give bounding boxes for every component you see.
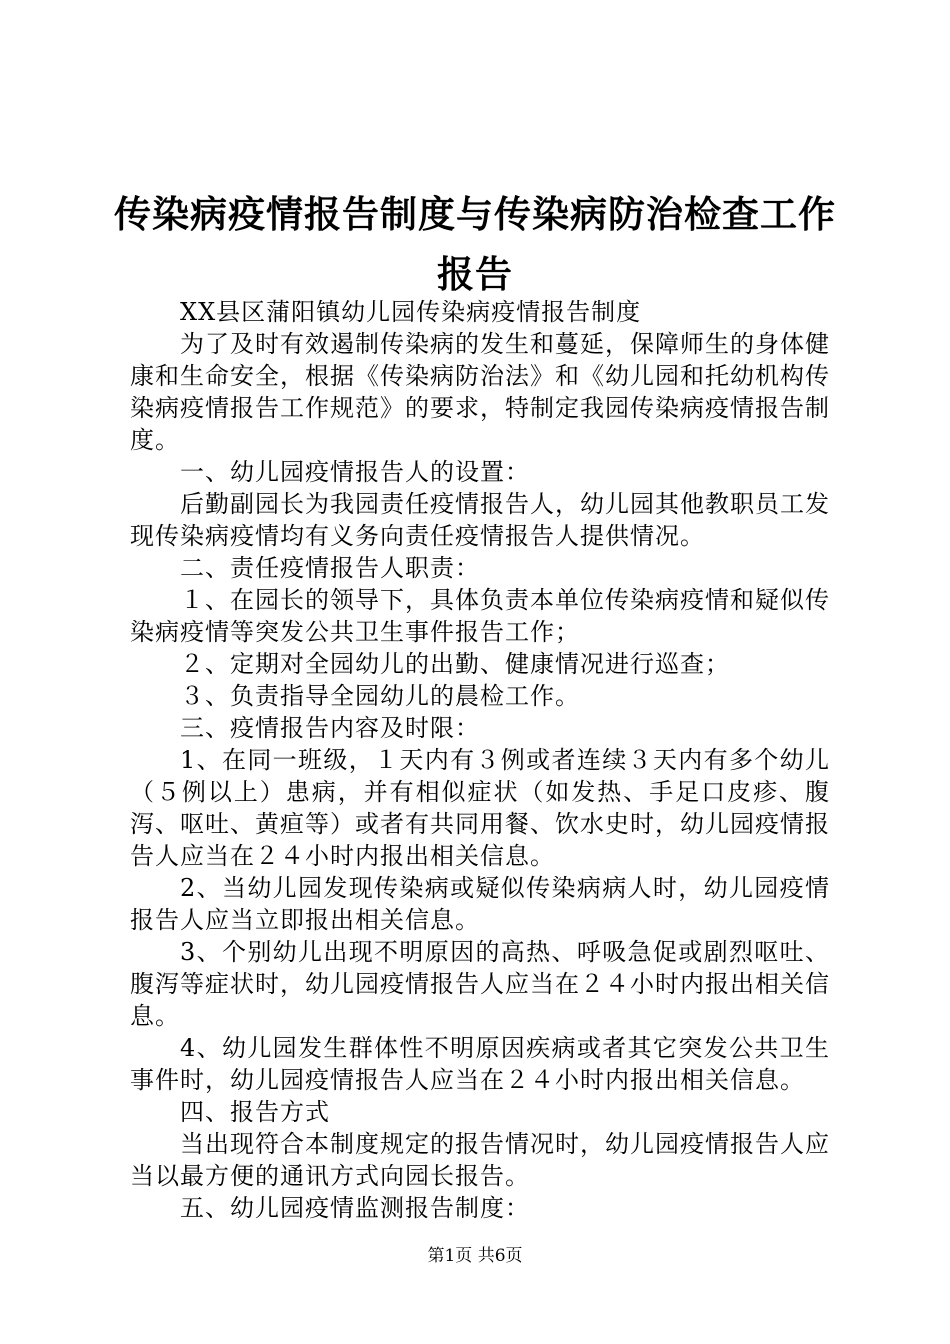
list-item: ２、定期对全园幼儿的出勤、健康情况进行巡查； — [180, 650, 730, 678]
list-item: 4、幼儿园发生群体性不明原因疾病或者其它突发公共卫生事件时，幼儿园疫情报告人应当在２４小时内报出相关信息。 — [130, 1034, 830, 1094]
list-item: 2、当幼儿园发现传染病或疑似传染病病人时，幼儿园疫情报告人应当立即报出相关信息。 — [130, 874, 830, 934]
section-heading-1: 一、幼儿园疫情报告人的设置： — [180, 458, 530, 486]
section-heading-3: 三、疫情报告内容及时限： — [180, 714, 480, 742]
paragraph: 当出现符合本制度规定的报告情况时，幼儿园疫情报告人应当以最方便的通讯方式向园长报告。 — [130, 1130, 830, 1190]
section-heading-4: 四、报告方式 — [180, 1098, 330, 1126]
section-heading-5: 五、幼儿园疫情监测报告制度： — [180, 1194, 530, 1222]
list-item: 1、在同一班级，１天内有３例或者连续３天内有多个幼儿（５例以上）患病，并有相似症状（如发热、手足口皮疹、腹泻、呕吐、黄疸等）或者有共同用餐、饮水史时，幼儿园疫情报告人应当在２４小时内报出相关信息。 — [130, 746, 830, 870]
page-number-footer: 第1页 共6页 — [427, 1246, 523, 1266]
paragraph-subtitle: XX县区蒲阳镇幼儿园传染病疫情报告制度 — [180, 298, 642, 326]
paragraph: 后勤副园长为我园责任疫情报告人，幼儿园其他教职员工发现传染病疫情均有义务向责任疫情报告人提供情况。 — [130, 490, 830, 550]
list-item: 3、个别幼儿出现不明原因的高热、呼吸急促或剧烈呕吐、腹泻等症状时，幼儿园疫情报告人应当在２４小时内报出相关信息。 — [130, 938, 830, 1030]
section-heading-2: 二、责任疫情报告人职责： — [180, 554, 480, 582]
document-title: 传染病疫情报告制度与传染病防治检查工作报告 — [114, 192, 836, 296]
list-item: ３、负责指导全园幼儿的晨检工作。 — [180, 682, 580, 710]
paragraph-intro: 为了及时有效遏制传染病的发生和蔓延，保障师生的身体健康和生命安全，根据《传染病防治法》和《幼儿园和托幼机构传染病疫情报告工作规范》的要求，特制定我园传染病疫情报告制度。 — [130, 330, 830, 454]
list-item: １、在园长的领导下，具体负责本单位传染病疫情和疑似传染病疫情等突发公共卫生事件报告工作； — [130, 586, 830, 646]
document-body — [130, 296, 830, 1224]
